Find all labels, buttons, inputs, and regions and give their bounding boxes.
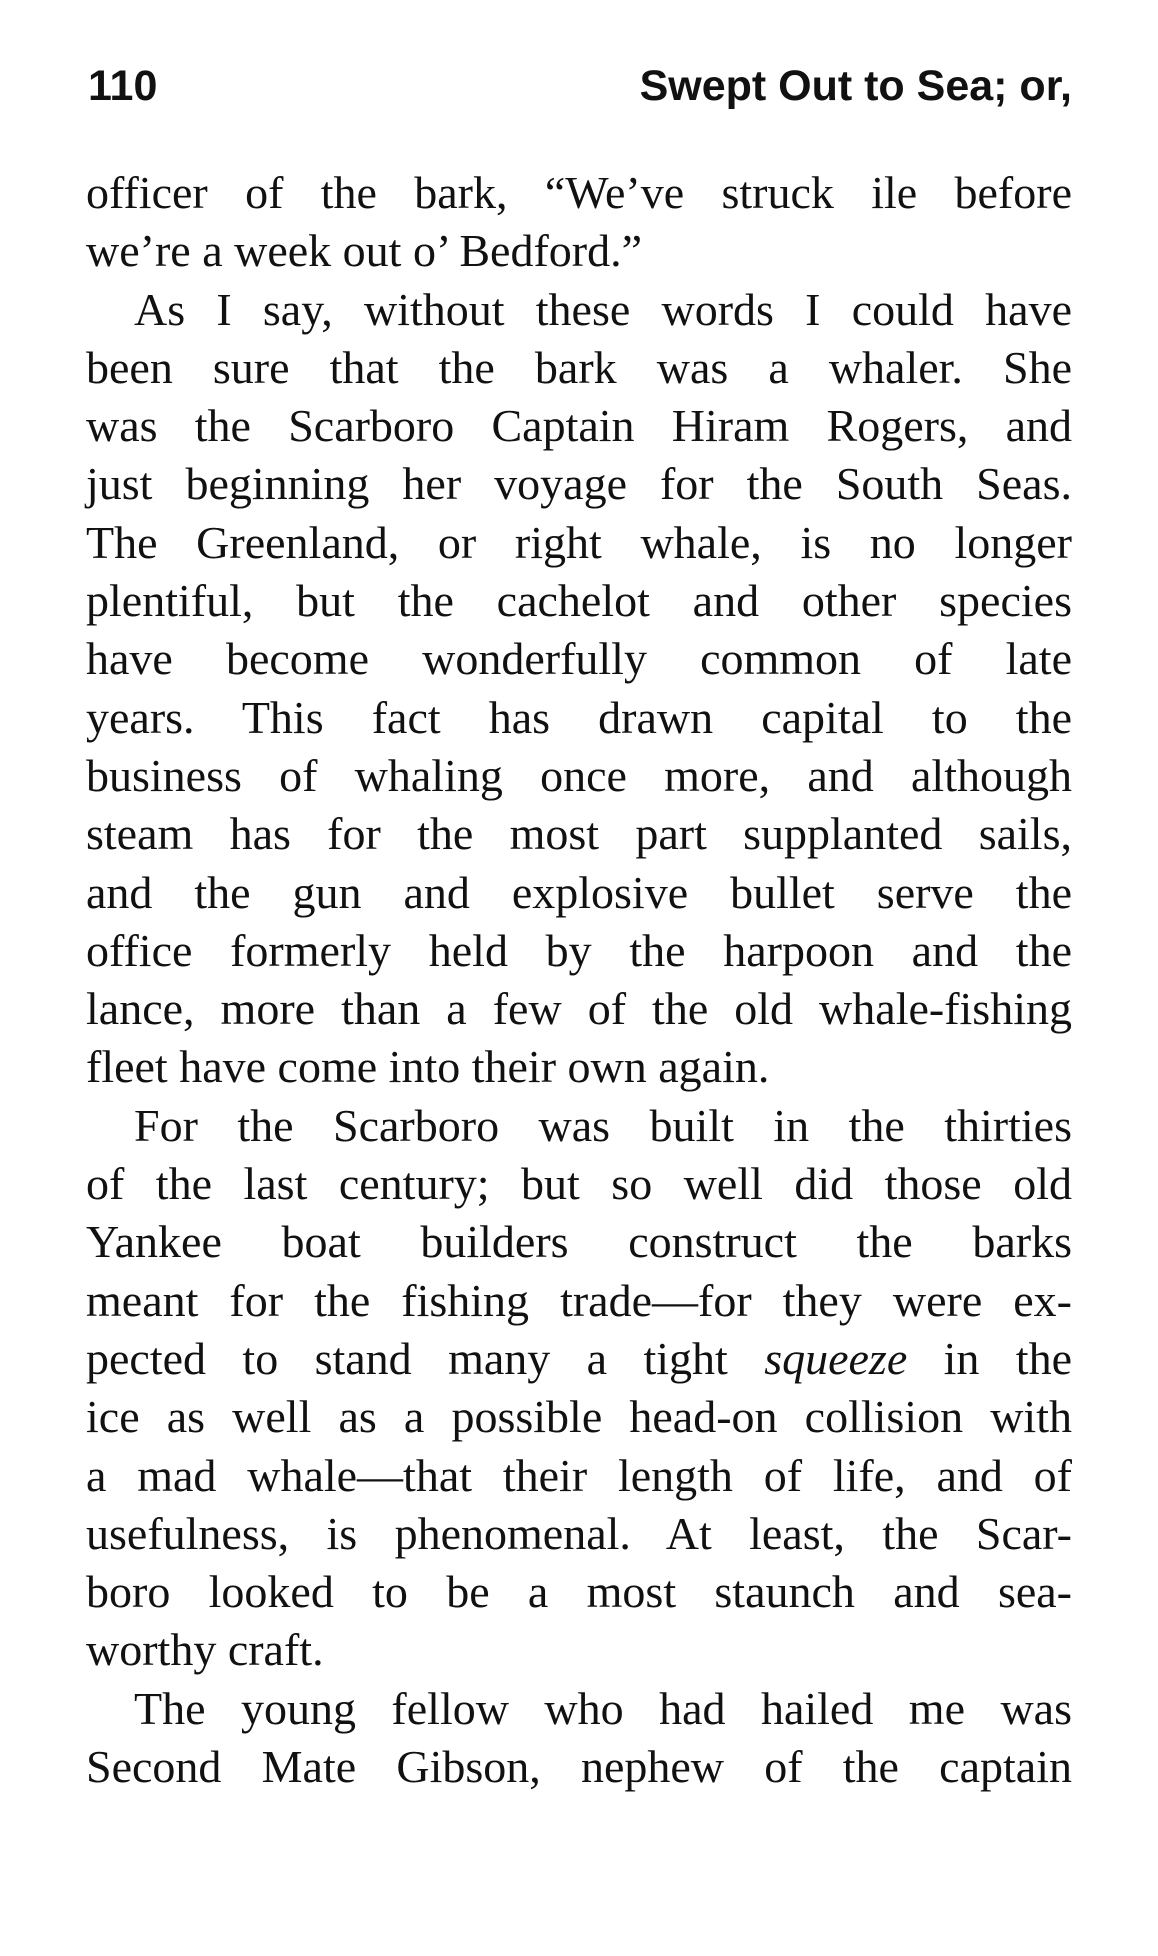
paragraph-4 bbox=[86, 1680, 1072, 1797]
paragraph-1 bbox=[86, 164, 1072, 281]
text-line: worthy craft. bbox=[86, 1624, 324, 1676]
text-line: fleet have come into their own again. bbox=[86, 1041, 770, 1093]
text-line: we’re a week out o’ Bedford.” bbox=[86, 225, 642, 277]
text-line: boro looked to be a most staunch and sea- bbox=[86, 1566, 1072, 1618]
text-line: of the last century; but so well did those old bbox=[86, 1158, 1072, 1210]
page-number: 110 bbox=[88, 62, 158, 110]
text-line: business of whaling once more, and although bbox=[86, 749, 1072, 801]
text-line: For the Scarboro was built in the thirties bbox=[134, 1099, 1072, 1151]
text-line: steam has for the most part supplanted sails, bbox=[86, 808, 1072, 860]
text-line: lance, more than a few of the old whale-fishing bbox=[86, 983, 1072, 1035]
text-line: ice as well as a possible head-on collision with bbox=[86, 1391, 1072, 1443]
body-text bbox=[86, 164, 1072, 1796]
text-line: As I say, without these words I could have bbox=[134, 283, 1072, 335]
text-line-with-italic bbox=[86, 1330, 1072, 1388]
text-line: usefulness, is phenomenal. At least, the Scar- bbox=[86, 1507, 1072, 1559]
text-line: meant for the fishing trade—for they were ex- bbox=[86, 1274, 1072, 1326]
paragraph-2 bbox=[86, 281, 1072, 1097]
text-line: was the Scarboro Captain Hiram Rogers, and bbox=[86, 400, 1072, 452]
text-line: officer of the bark, “We’ve struck ile before bbox=[86, 167, 1072, 218]
text-line: office formerly held by the harpoon and the bbox=[86, 924, 1072, 976]
text-line: The young fellow who had hailed me was bbox=[134, 1682, 1072, 1734]
paragraph-3 bbox=[86, 1097, 1072, 1680]
text-line: and the gun and explosive bullet serve the bbox=[86, 866, 1072, 918]
text-line: been sure that the bark was a whaler. She bbox=[86, 341, 1072, 393]
text-line: The Greenland, or right whale, is no longer bbox=[86, 516, 1072, 568]
text-segment: pected to stand many a tight bbox=[86, 1332, 765, 1384]
text-line: have become wonderfully common of late bbox=[86, 633, 1072, 685]
text-line: Yankee boat builders construct the barks bbox=[86, 1216, 1072, 1268]
text-line: Second Mate Gibson, nephew of the captain bbox=[86, 1741, 1072, 1793]
text-line: a mad whale—that their length of life, and of bbox=[86, 1449, 1072, 1501]
page-header bbox=[88, 62, 1072, 126]
text-segment: in the bbox=[907, 1332, 1072, 1384]
italic-word: squeeze bbox=[764, 1332, 908, 1384]
running-title: Swept Out to Sea; or, bbox=[639, 62, 1072, 110]
text-line: just beginning her voyage for the South Seas. bbox=[86, 458, 1072, 510]
text-line: plentiful, but the cachelot and other species bbox=[86, 575, 1072, 627]
text-line: years. This fact has drawn capital to the bbox=[86, 691, 1072, 743]
